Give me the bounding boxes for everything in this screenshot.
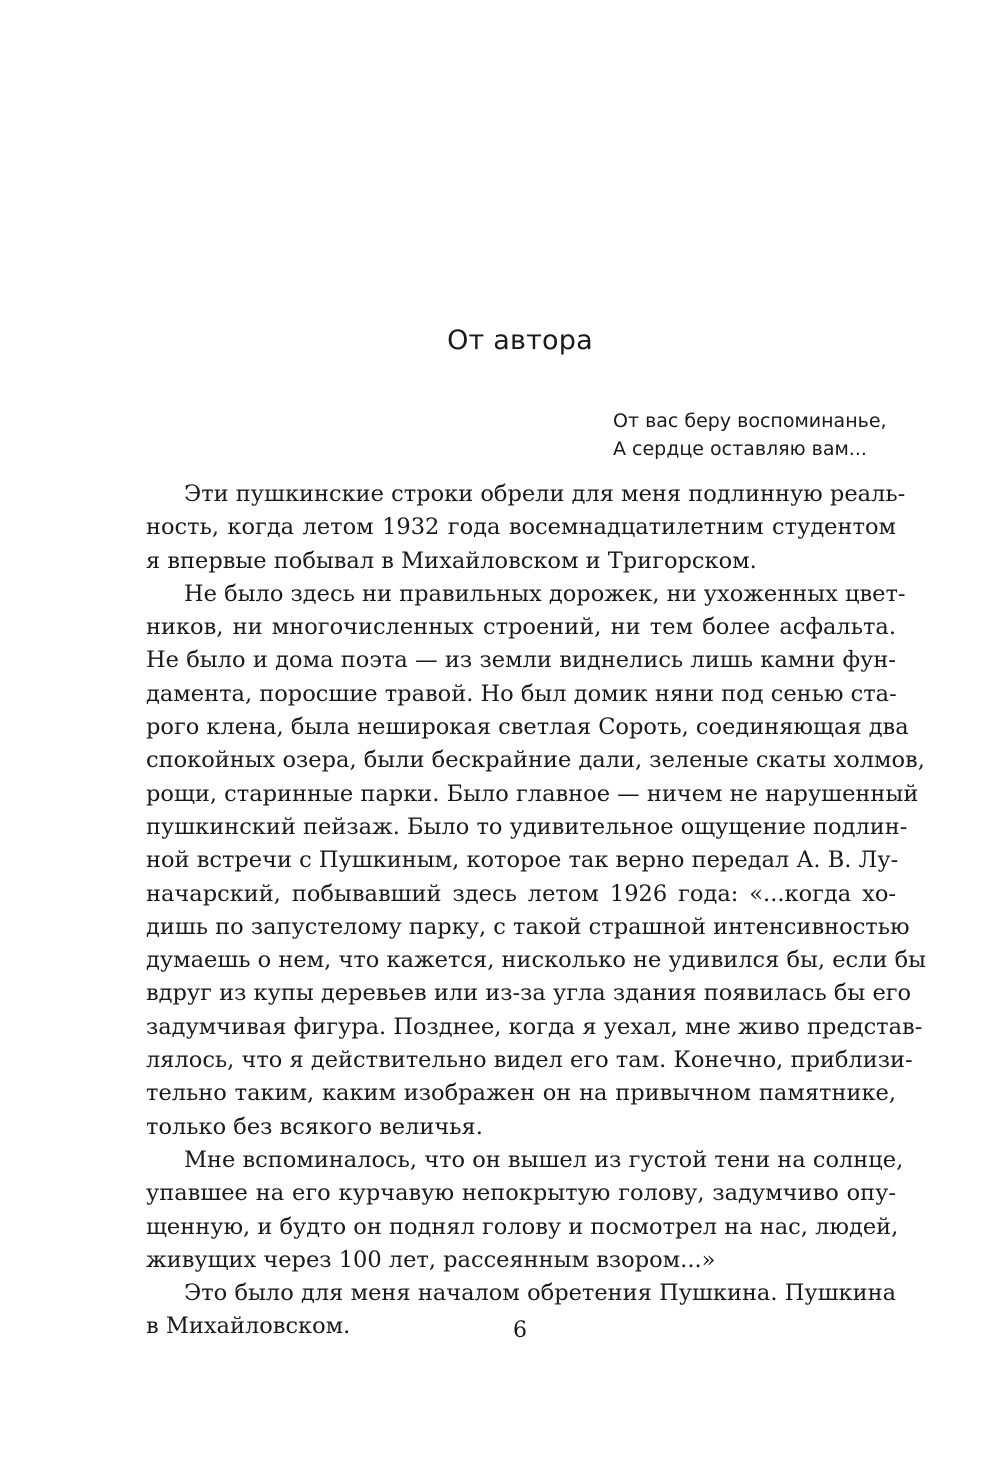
text-line: Это было для меня началом обретения Пушкина. Пушкина [184, 1280, 896, 1307]
body-text [146, 478, 927, 1344]
text-line: Эти пушкинские строки обрели для меня подлинную реаль- [184, 481, 906, 507]
epigraph [613, 407, 943, 463]
text-line: дишь по запустелому парку, с такой страшной интенсивностью [146, 913, 910, 940]
text-line: лялось, что я действительно видел его там. Конечно, приблизи- [146, 1047, 913, 1074]
text-line: упавшее на его курчавую непокрытую голову, задумчиво опу- [146, 1180, 896, 1207]
epigraph-line: А сердце оставляю вам... [613, 438, 867, 460]
text-line: думаешь о нем, что кажется, нисколько не удивился бы, если бы [146, 947, 927, 974]
text-line: в Михайловском. [146, 1313, 351, 1340]
text-line: задумчивая фигура. Позднее, когда я уехал, мне живо представ- [146, 1013, 923, 1040]
text-line: начарский, побывавший здесь летом 1926 года: «...когда хо- [146, 880, 896, 907]
text-line: живущих через 100 лет, рассеянным взором...» [146, 1246, 716, 1273]
text-line: тельно таким, каким изображен он на привычном памятнике, [146, 1080, 896, 1107]
text-line: дамента, поросшие травой. Но был домик няни под сенью ста- [146, 680, 897, 707]
text-line: я впервые побывал в Михайловском и Тригорском. [146, 547, 757, 574]
text-line: вдруг из купы деревьев или из-за угла здания появилась бы его [146, 980, 912, 1007]
text-line: Не было и дома поэта — из земли виднелись лишь камни фун- [146, 647, 896, 674]
chapter-title: От автора [447, 325, 593, 356]
text-line: ников, ни многочисленных строений, ни тем более асфальта. [146, 614, 896, 641]
epigraph-line: От вас беру воспоминанье, [613, 410, 887, 432]
text-line: Не было здесь ни правильных дорожек, ни ухоженных цвет- [184, 580, 906, 607]
text-line: спокойных озера, были бескрайние дали, зеленые скаты холмов, [146, 747, 925, 774]
text-line: пушкинский пейзаж. Было то удивительное ощущение подлин- [146, 813, 908, 840]
text-line: только без всякого величья. [146, 1113, 483, 1140]
text-line: рого клена, была неширокая светлая Сороть, соединяющая два [146, 714, 909, 741]
text-line: Мне вспоминалось, что он вышел из густой тени на солнце, [184, 1146, 904, 1173]
text-line: щенную, и будто он поднял голову и посмотрел на нас, людей, [146, 1213, 899, 1240]
text-line: ной встречи с Пушкиным, которое так верно передал А. В. Лу- [146, 847, 899, 874]
page-number: 6 [513, 1318, 527, 1343]
text-line: рощи, старинные парки. Было главное — ничем не нарушенный [146, 780, 919, 807]
text-line: ность, когда летом 1932 года восемнадцатилетним студентом [146, 514, 896, 541]
